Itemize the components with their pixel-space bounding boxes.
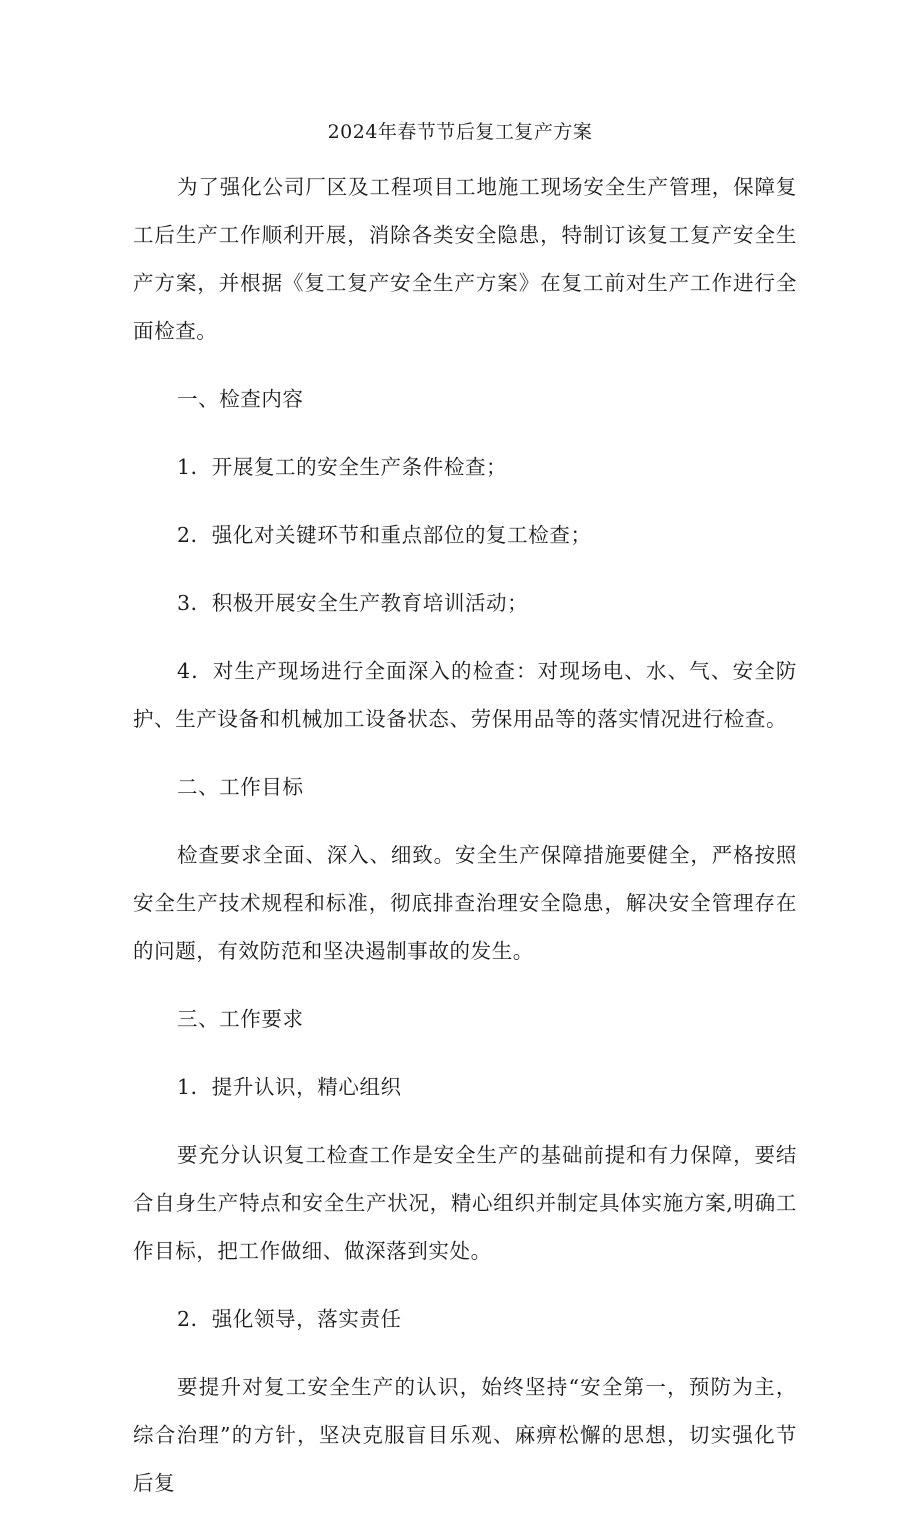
section-3-sub-1-body: 要充分认识复工检查工作是安全生产的基础前提和有力保障，要结合自身生产特点和安全生产状况，精心组织并制定具体实施方案,明确工作目标，把工作做细、做深落到实处。 xyxy=(133,1143,797,1263)
section-3-sub-2-body: 要提升对复工安全生产的认识，始终坚持“安全第一，预防为主，综合治理”的方针，坚决克服盲目乐观、麻痹松懈的思想，切实强化节后复 xyxy=(133,1375,797,1495)
section-2-body: 检查要求全面、深入、细致。安全生产保障措施要健全，严格按照安全生产技术规程和标准，彻底排查治理安全隐患，解决安全管理存在的问题，有效防范和坚决遏制事故的发生。 xyxy=(133,843,797,963)
section-3-heading: 三、工作要求 xyxy=(177,1007,304,1031)
section-3-sub-1-heading: 1．提升认识，精心组织 xyxy=(177,1075,402,1099)
section-1-item-3: 3．积极开展安全生产教育培训活动； xyxy=(177,591,529,615)
section-3-sub-2-heading: 2．强化领导，落实责任 xyxy=(177,1307,402,1331)
section-1-item-4: 4．对生产现场进行全面深入的检查：对现场电、水、气、安全防护、生产设备和机械加工设备状态、劳保用品等的落实情况进行检查。 xyxy=(133,659,797,731)
document-body xyxy=(133,163,797,1527)
section-2-heading: 二、工作目标 xyxy=(177,775,304,799)
intro-paragraph: 为了强化公司厂区及工程项目工地施工现场安全生产管理，保障复工后生产工作顺利开展，消除各类安全隐患，特制订该复工复产安全生产方案，并根据《复工复产安全生产方案》在复工前对生产工作进行全面检查。 xyxy=(133,175,797,343)
document-title: 2024年春节节后复工复产方案 xyxy=(327,121,593,143)
section-1-heading: 一、检查内容 xyxy=(177,387,304,411)
section-1-item-2: 2．强化对关键环节和重点部位的复工检查； xyxy=(177,523,592,547)
section-1-item-1: 1．开展复工的安全生产条件检查； xyxy=(177,455,508,479)
